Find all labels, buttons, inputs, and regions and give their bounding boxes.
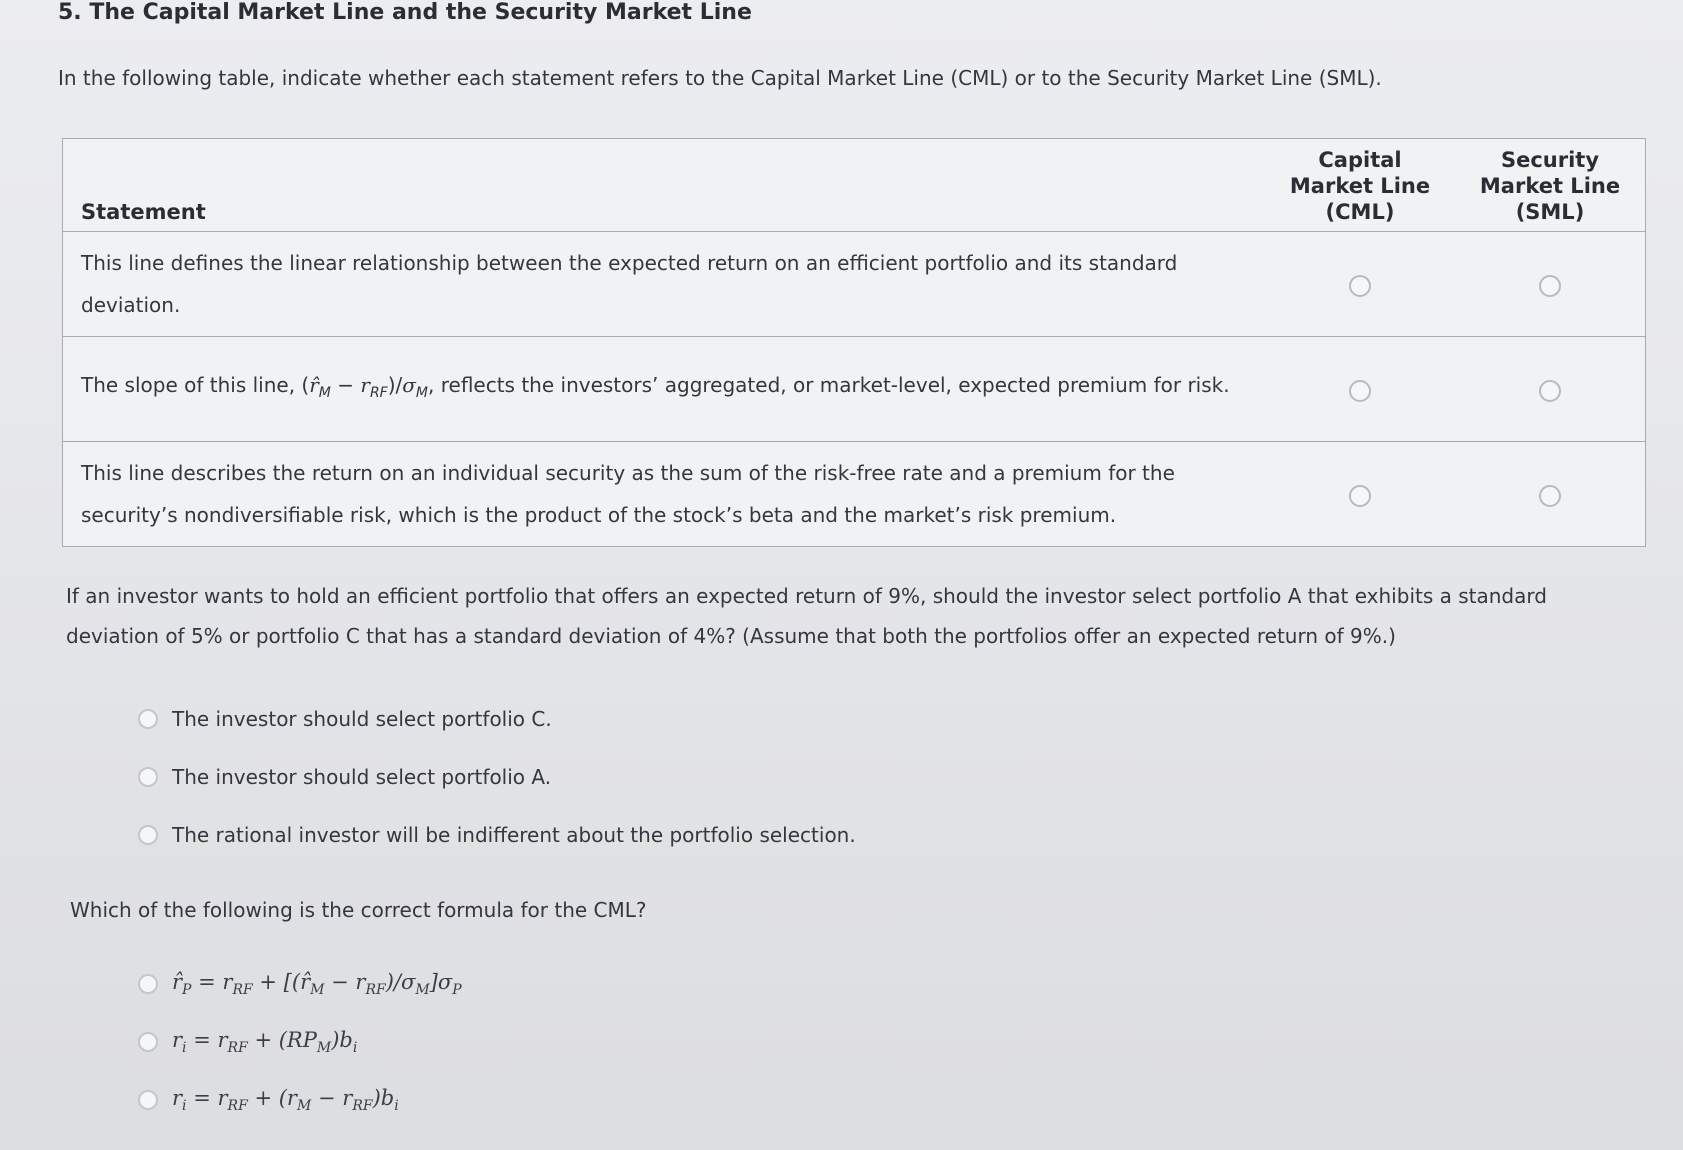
- formula-sub: i: [182, 1040, 187, 1056]
- cml-radio[interactable]: [1349, 380, 1371, 402]
- header-sml-line3: (SML): [1515, 200, 1585, 224]
- formula-part: )/σ: [385, 970, 416, 994]
- formula-sub: P: [452, 982, 462, 998]
- sml-radio[interactable]: [1539, 275, 1561, 297]
- formula-sub: RF: [227, 1040, 248, 1056]
- formula-sub: M: [316, 1040, 332, 1056]
- formula-r-hat: r̂: [309, 373, 319, 397]
- formula-part: + [(r̂: [252, 970, 311, 994]
- formula-sub: RF: [352, 1098, 373, 1114]
- formula-sub-sigma-m: M: [415, 385, 429, 401]
- formula-sub: RF: [227, 1098, 248, 1114]
- cml-radio-cell[interactable]: [1265, 232, 1455, 337]
- formula-sub: RF: [365, 982, 386, 998]
- portfolio-options: [138, 690, 856, 864]
- option-label: The investor should select portfolio C.: [172, 707, 552, 731]
- formula-part: = r: [186, 1028, 228, 1052]
- formula-option-1[interactable]: [138, 955, 462, 1013]
- statement-text: [63, 337, 1266, 442]
- formula-text: [172, 1028, 357, 1056]
- formula-option-2[interactable]: [138, 1013, 462, 1071]
- option-portfolio-c[interactable]: [138, 690, 856, 748]
- option-portfolio-a[interactable]: [138, 748, 856, 806]
- formula-options: [138, 955, 462, 1129]
- option-label: The rational investor will be indifferent about the portfolio selection.: [172, 823, 856, 847]
- formula-text: [172, 970, 462, 998]
- formula-part: r̂: [172, 970, 183, 994]
- formula-part: r: [172, 1086, 183, 1110]
- header-sml-line2: Market Line: [1479, 174, 1621, 198]
- cml-radio[interactable]: [1349, 275, 1371, 297]
- radio-button[interactable]: [138, 709, 158, 729]
- formula-sub: RF: [232, 982, 253, 998]
- sml-radio[interactable]: [1539, 485, 1561, 507]
- formula-sub: i: [182, 1098, 187, 1114]
- formula-minus: −: [330, 373, 361, 397]
- sml-radio[interactable]: [1539, 380, 1561, 402]
- formula-part: )b: [372, 1086, 395, 1110]
- formula-part: )b: [331, 1028, 353, 1052]
- cml-formula-question: Which of the following is the correct formula for the CML?: [70, 898, 647, 922]
- radio-button[interactable]: [138, 825, 158, 845]
- option-label: The investor should select portfolio A.: [172, 765, 552, 789]
- formula-sub: P: [182, 982, 192, 998]
- formula-part: + (RP: [247, 1028, 317, 1052]
- formula-sub: i: [352, 1040, 358, 1056]
- radio-button[interactable]: [138, 974, 158, 994]
- formula-r: r: [360, 373, 370, 397]
- formula-text: [172, 1086, 399, 1114]
- formula-part: r: [172, 1028, 183, 1052]
- radio-button[interactable]: [138, 767, 158, 787]
- option-indifferent[interactable]: [138, 806, 856, 864]
- formula-option-3[interactable]: [138, 1071, 462, 1129]
- formula-part: ]σ: [429, 970, 453, 994]
- cml-radio-cell[interactable]: [1265, 442, 1455, 547]
- formula-sub: M: [310, 982, 325, 998]
- question-intro: In the following table, indicate whether each statement refers to the Capital Market Line (CML) or to the Security Market Line (SML).: [58, 66, 1382, 90]
- formula-part: + (r: [247, 1086, 297, 1110]
- formula-part: = r: [186, 1086, 228, 1110]
- sml-radio-cell[interactable]: [1455, 442, 1646, 547]
- sml-radio-cell[interactable]: [1455, 337, 1646, 442]
- radio-button[interactable]: [138, 1090, 158, 1110]
- formula-sub-rf: RF: [369, 385, 388, 401]
- formula-sub: i: [394, 1098, 399, 1114]
- portfolio-question: If an investor wants to hold an efficient portfolio that offers an expected return of 9%, should the investor select portfolio A that exhibits a standard deviation of 5% or portfolio C that has a standard deviation of 4%? (Assume that both the portfolios offer an expected return of 9%.): [66, 584, 1547, 648]
- header-sml-line1: Security: [1500, 148, 1600, 172]
- statement-text: This line defines the linear relationship between the expected return on an efficient portfolio and its standard deviation.: [63, 232, 1266, 337]
- radio-button[interactable]: [138, 1032, 158, 1052]
- header-cml-line3: (CML): [1325, 200, 1395, 224]
- header-cml: [1265, 139, 1455, 232]
- header-sml: [1455, 139, 1646, 232]
- cml-radio[interactable]: [1349, 485, 1371, 507]
- table-row: [63, 232, 1646, 337]
- header-statement: Statement: [63, 139, 1266, 232]
- formula-part: − r: [311, 1086, 353, 1110]
- formula-sub: M: [296, 1098, 312, 1114]
- cml-radio-cell[interactable]: [1265, 337, 1455, 442]
- formula-part: − r: [324, 970, 366, 994]
- header-cml-line2: Market Line: [1289, 174, 1431, 198]
- table-header-row: [63, 139, 1646, 232]
- statement-table: [62, 138, 1646, 547]
- statement-text: This line describes the return on an individual security as the sum of the risk-free rate and a premium for the security’s nondiversifiable risk, which is the product of the stock’s beta and the market’s risk premium.: [63, 442, 1266, 547]
- table-row: [63, 337, 1646, 442]
- formula-sigma: σ: [402, 373, 416, 397]
- statement-text-after: , reflects the investors’ aggregated, or market-level, expected premium for risk.: [428, 373, 1230, 397]
- header-cml-line1: Capital: [1318, 148, 1402, 172]
- formula-div: )/: [387, 373, 403, 397]
- table-row: [63, 442, 1646, 547]
- sml-radio-cell[interactable]: [1455, 232, 1646, 337]
- question-title: 5. The Capital Market Line and the Security Market Line: [58, 0, 752, 25]
- formula-sub-m: M: [318, 385, 331, 401]
- statement-text-before: The slope of this line, (: [81, 373, 310, 397]
- formula-part: = r: [191, 970, 233, 994]
- formula-sub: M: [415, 982, 430, 998]
